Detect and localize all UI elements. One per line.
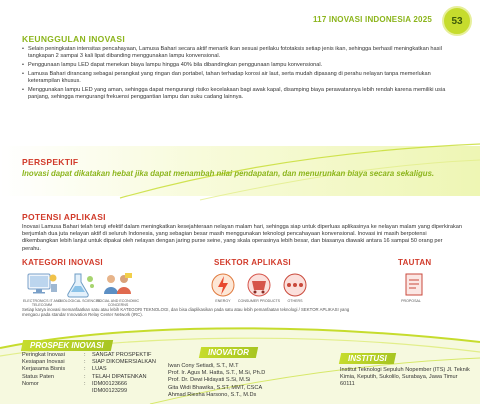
- table-row: [22, 388, 156, 395]
- others-icon: [277, 270, 313, 300]
- table-row: Peringkat Inovasi : SANGAT PROSPEKTIF: [22, 352, 156, 359]
- potensi-title: POTENSI APLIKASI: [22, 212, 106, 222]
- keunggulan-list: [22, 46, 462, 103]
- list-item: • Penggunaan lampu LED dapat menekan biaya lampu hingga 40% bila dibandingkan penggunaan lampu konvensional.: [22, 62, 462, 69]
- perspektif-title: PERSPEKTIF: [22, 157, 79, 167]
- sektor-label: CONSUMER PRODUCTS: [237, 299, 281, 303]
- list-item: Prof. Ir. Agus M. Hatta, S.T., M.Si, Ph.D: [168, 370, 266, 377]
- sektor-title: SEKTOR APLIKASI: [214, 258, 291, 267]
- table-row: Status Paten : TELAH DIPATENKAN: [22, 374, 156, 381]
- perspektif-text: Inovasi dapat dikatakan hebat jika dapat menambah nilai pendapatan, dan menurunkan biaya secara sekaligus.: [22, 169, 435, 178]
- kategori-label: BIOLOGICAL SCIENCES: [59, 299, 101, 303]
- list-item: Prof. Dr. Dewi Hidayati S.Si, M.Si: [168, 377, 251, 384]
- potensi-text: Inovasi Lamusa Bahari telah teruji efektif dalam meningkatkan kesejahteraan nelayan malam hari, sehingga siap untuk diperluas aplikasinya ke nelayan malam yang diperkirakan berjumlah dua juta nelayan aktif di seluruh Indonesia, yang sebagian besar masih menggunakan teknologi pencahayaan konvensional. Inovasi ini masih berpotensi dikembangkan lebih lanjut untuk dipakai oleh nelayan dengan jaring purse seine, yang skala operasinya lebih besar, dan biasanya diawaki antara 16 sampai 50 orang per perahu.: [22, 224, 462, 252]
- list-item: • Menggunakan lampu LED yang aman, sehingga dapat mengurangi risiko kecelakaan bagi awak kapal, disamping biaya perawatannya lebih rendah karena memiliki usia panjang, sehingga mengurangi frekuensi penggantian lampu dan suku cadang lainnya.: [22, 87, 462, 101]
- prospek-value: SANGAT PROSPEKTIF: [92, 352, 152, 358]
- page-number: 53: [442, 6, 472, 36]
- prospek-value: TELAH DIPATENKAN: [92, 373, 147, 380]
- biological-icon: [62, 270, 98, 300]
- prospek-value: LUAS: [92, 366, 107, 373]
- social-economic-icon: [100, 270, 136, 300]
- prospek-title: PROSPEK INOVASI: [30, 341, 104, 350]
- prospek-label: [22, 388, 84, 395]
- list-item: • Selain peningkatan intensitas pencahayaan, Lamusa Bahari secara aktif menarik ikan sesuai perilaku fototaksis setiap jenis ikan, sehingga berhasil meningkatkan hasil tangkapan 2 sampai 3 kali lipat dibanding menggunakan lampu konvensional.: [22, 46, 462, 60]
- keunggulan-title: KEUNGGULAN INOVASI: [22, 34, 125, 44]
- prospek-label: Status Paten: [22, 373, 55, 380]
- energy-icon: [205, 270, 241, 300]
- table-row: Kesiapan Inovasi : SIAP DIKOMERSIALKAN: [22, 359, 156, 366]
- prospek-label: Peringkat Inovasi: [22, 352, 65, 358]
- table-row: Kerjasama Bisnis : LUAS: [22, 366, 156, 373]
- institusi-text: Institut Teknologi Sepuluh Nopember (ITS) Jl. Teknik Kimia, Keputih, Sukolilo, Surabaya, Jawa Timur 60111: [340, 367, 470, 388]
- tautan-label[interactable]: PROPOSAL: [401, 299, 421, 303]
- inovator-tab: [199, 347, 258, 358]
- kategori-label: ELECTRONICS IT AND TELECOMM: [22, 299, 62, 308]
- institusi-title: INSTITUSI: [348, 354, 387, 363]
- prospek-value: SIAP DIKOMERSIALKAN: [92, 359, 156, 366]
- list-item: • Lamusa Bahari dirancang sebagai perangkat yang ringan dan portabel, tahan terhadap korosi air laut, serta mudah dipasang di perahu nelayan tanpa memerlukan keterampilan khusus.: [22, 71, 462, 85]
- proposal-icon[interactable]: [396, 270, 432, 300]
- kategori-title: KATEGORI INOVASI: [22, 258, 103, 267]
- institusi-tab: [339, 353, 396, 364]
- list-item: Ahmad Riesha Harsono, S.T., M.Ds: [168, 391, 257, 398]
- consumer-products-icon: [241, 270, 277, 300]
- kategori-note: Setiap karya inovasi memanfaatkan satu atau lebih KATEGORI TEKNOLOGI, dan bisa diaplikasikan pada satu atau lebih pemanfaatan teknologi / SEKTOR APLIKASI yang mengacu pada standar Innovation Relay Center Network (IRC).: [22, 307, 350, 318]
- book-title: 117 INOVASI INDONESIA 2025: [312, 15, 432, 24]
- table-row: Nomor : IDM00123666: [22, 381, 156, 388]
- list-item: Iwan Cony Setiadi, S.T., M.T: [168, 363, 239, 369]
- tautan-title: TAUTAN: [398, 258, 432, 267]
- inovator-list: [168, 363, 265, 399]
- list-item: Gita Widi Bhawika, S.ST, MMT, CSCA: [168, 384, 263, 391]
- prospek-table: [22, 352, 156, 395]
- prospek-tab: [21, 340, 113, 351]
- electronics-icon: [24, 270, 60, 300]
- inovator-title: INOVATOR: [208, 348, 249, 357]
- sektor-label: OTHERS: [287, 299, 303, 303]
- prospek-label: Kerjasama Bisnis: [22, 366, 66, 373]
- prospek-label: Nomor: [22, 380, 39, 387]
- sektor-label: ENERGY: [215, 299, 231, 303]
- prospek-value: IDM00123666: [92, 380, 128, 387]
- prospek-label: Kesiapan Inovasi: [22, 359, 65, 366]
- kategori-label: SOCIAL AND ECONOMIC CONCERNS: [96, 299, 140, 308]
- prospek-value: IDM00123299: [92, 388, 128, 395]
